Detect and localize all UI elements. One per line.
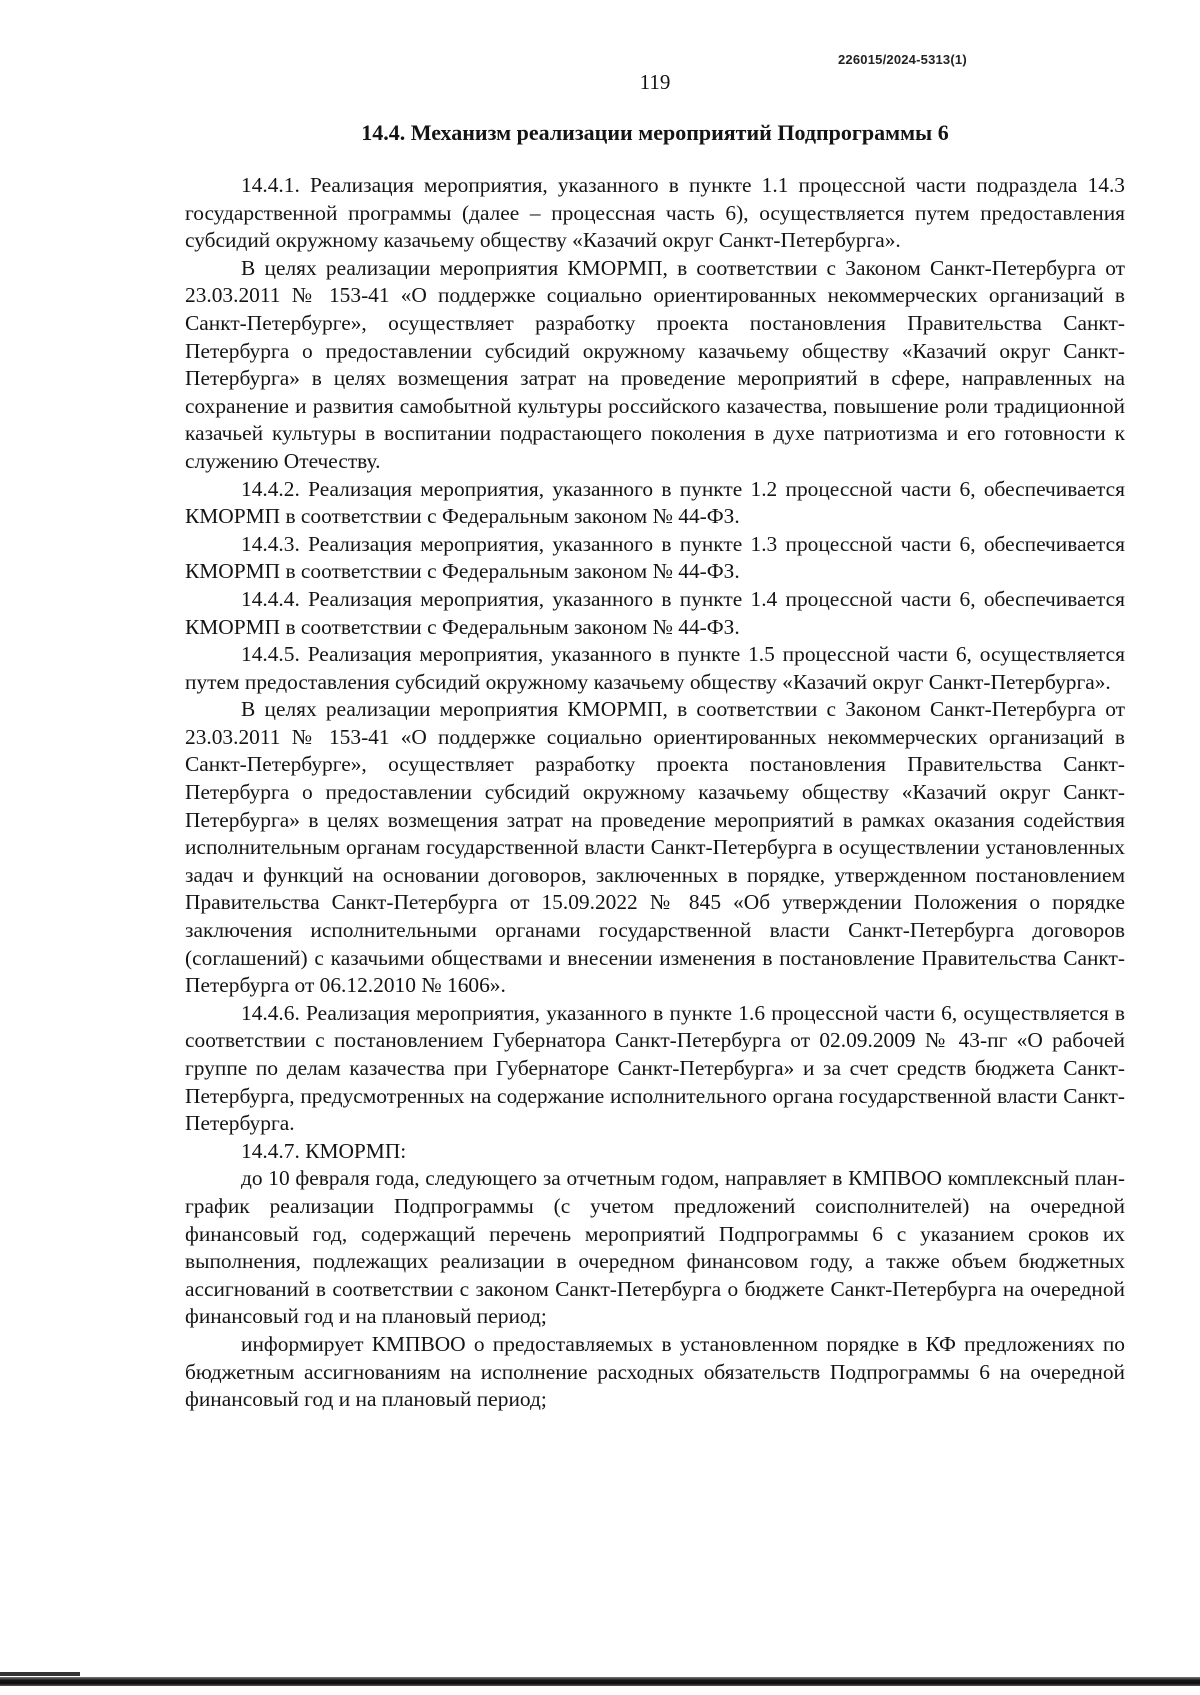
- paragraph-informs-kmpvoo: информирует КМПВОО о предоставляемых в установленном порядке в КФ предложениях по бюджетным ассигнованиям на исполнение расходных обязательств Подпрограммы 6 на очередной финансовый год и на плановый период;: [185, 1331, 1125, 1412]
- paragraph-14-4-6: 14.4.6. Реализация мероприятия, указанного в пункте 1.6 процессной части 6, осуществляется в соответствии с постановлением Губернатора Санкт-Петербурга от 02.09.2009 № 43-пг «О рабочей группе по делам казачества при Губернаторе Санкт-Петербурга» и за счет средств бюджета Санкт-Петербурга, предусмотренных на содержание исполнительного органа государственной власти Санкт-Петербурга.: [185, 1000, 1125, 1136]
- paragraph-kmormp-goal-2: В целях реализации мероприятия КМОРМП, в соответствии с Законом Санкт-Петербурга от 23.03.2011 № 153-41 «О поддержке социально ориентированных некоммерческих организаций в Санкт-Петербурге», осуществляет разработку проекта постановления Правительства Санкт-Петербурга о предоставлении субсидий окружному казачьему обществу «Казачий округ Санкт-Петербурга» в целях возмещения затрат на проведение мероприятий в рамках оказания содействия исполнительным органам государственной власти Санкт-Петербурга в осуществлении установленных задач и функций на основании договоров, заключенных в порядке, утвержденном постановлением Правительства Санкт-Петербурга от 15.09.2022 № 845 «Об утверждении Положения о порядке заключения исполнительными органами государственной власти Санкт-Петербурга договоров (соглашений) с казачьими обществами и внесении изменения в постановление Правительства Санкт-Петербурга от 06.12.2010 № 1606».: [185, 697, 1125, 998]
- scan-bottom-border: [0, 1677, 1200, 1686]
- paragraph-14-4-2: 14.4.2. Реализация мероприятия, указанного в пункте 1.2 процессной части 6, обеспечивается КМОРМП в соответствии с Федеральным законом № 44-ФЗ.: [185, 476, 1125, 529]
- paragraph-14-4-5: 14.4.5. Реализация мероприятия, указанного в пункте 1.5 процессной части 6, осуществляется путем предоставления субсидий окружному казачьему обществу «Казачий округ Санкт-Петербурга».: [185, 642, 1125, 694]
- scan-edge-mark: [0, 1672, 80, 1676]
- paragraph-14-4-1: 14.4.1. Реализация мероприятия, указанного в пункте 1.1 процессной части подраздела 14.3 государственной программы (далее – процессная часть 6), осуществляется путем предоставления субсидий окружному казачьему обществу «Казачий округ Санкт-Петербурга».: [185, 173, 1125, 253]
- paragraph-14-4-7: 14.4.7. КМОРМП:: [241, 1138, 407, 1163]
- document-body: [185, 172, 1125, 1414]
- paragraph-kmormp-goal-1: В целях реализации мероприятия КМОРМП, в соответствии с Законом Санкт-Петербурга от 23.03.2011 № 153-41 «О поддержке социально ориентированных некоммерческих организаций в Санкт-Петербурге», осуществляет разработку проекта постановления Правительства Санкт-Петербурга о предоставлении субсидий окружному казачьему обществу «Казачий округ Санкт-Петербурга» в целях возмещения затрат на проведение мероприятий в сфере, направленных на сохранение и развития самобытной культуры российского казачества, повышение роли традиционной казачьей культуры в воспитании подрастающего поколения в духе патриотизма и его готовности к служению Отечеству.: [185, 255, 1125, 473]
- paragraph-february-plan: до 10 февраля года, следующего за отчетным годом, направляет в КМПВОО комплексный план-график реализации Подпрограммы (с учетом предложений соисполнителей) на очередной финансовый год, содержащий перечень мероприятий Подпрограммы 6 с указанием сроков их выполнения, подлежащих реализации в очередном финансовом году, а также объем бюджетных ассигнований в соответствии с законом Санкт-Петербурга о бюджете Санкт-Петербурга на очередной финансовый год и на плановый период;: [185, 1166, 1125, 1329]
- section-title: 14.4. Механизм реализации мероприятий Подпрограммы 6: [361, 120, 949, 145]
- paragraph-14-4-3: 14.4.3. Реализация мероприятия, указанного в пункте 1.3 процессной части 6, обеспечивается КМОРМП в соответствии с Федеральным законом № 44-ФЗ.: [185, 531, 1125, 584]
- document-registration-number: 226015/2024-5313(1): [838, 52, 967, 67]
- paragraph-14-4-4: 14.4.4. Реализация мероприятия, указанного в пункте 1.4 процессной части 6, обеспечивается КМОРМП в соответствии с Федеральным законом № 44-ФЗ.: [185, 586, 1125, 639]
- page-number: 119: [639, 70, 671, 94]
